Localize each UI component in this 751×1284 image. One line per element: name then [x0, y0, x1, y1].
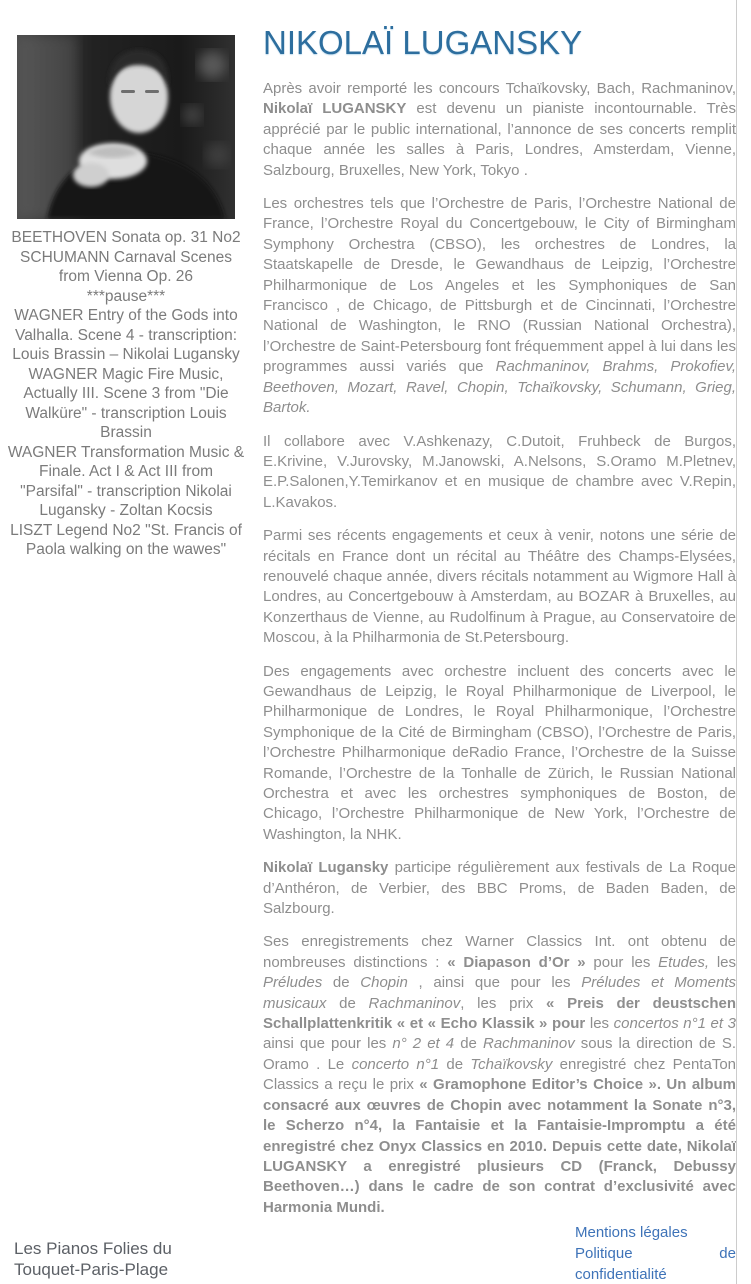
bio-paragraph: Ses enregistrements chez Warner Classics Int. ont obtenu de nombreuses distinctions : « Diapason d’Or » pour les Etudes, les Préludes de Chopin , ainsi que pour les Préludes et Moments musicaux de Rachmaninov, les prix « Preis der deustschen Schallplattenkritik « et « Echo Klassik » pour les concertos n°1 et 3 ainsi que pour les n° 2 et 4 de Rachmaninov sous la direction de S. Oramo . Le concerto n°1 de Tchaïkovsky enregistré chez PentaTon Classics a reçu le prix « Gramophone Editor’s Choice ». Un album consacré aux œuvres de Chopin avec notamment la Sonate n°3, le Scherzo n°4, la Fantaisie et la Fantaisie-Impromptu a été enregistré chez Onyx Classics en 2010. Depuis cette date, Nikolaï LUGANSKY a enregistré plusieurs CD (Franck, Debussy Beethoven…) dans le cadre de son contrat d’exclusivité avec Harmonia Mundi.: [263, 933, 737, 1216]
program-item: LISZT Legend No2 "St. Francis of Paola walking on the wawes": [10, 521, 242, 558]
privacy-policy-link[interactable]: Politique de confidentialité: [575, 1245, 736, 1283]
program-item: SCHUMANN Carnaval Scenes from Vienna Op. 26: [20, 248, 232, 285]
program-item: ***pause***: [86, 287, 166, 305]
bio-text: [263, 79, 736, 1218]
bio-paragraph: Des engagements avec orchestre incluent des concerts avec le Gewandhaus de Leipzig, le Royal Philharmonique de Liverpool, le Philharmonique de Londres, le Royal Philharmonique, l’Orchestre Symphonique de la Cité de Birmingham (CBSO), l’Orchestre de Paris, l’Orchestre Philharmonique deRadio France, l’Orchestre de la Suisse Romande, l’Orchestre de la Tonhalle de Zürich, le Russian National Orchestra et avec les orchestres symphoniques de Boston, de Chicago, l’Orchestre Philharmonique de New York, l’Orchestre de Washington, la NHK.: [263, 662, 736, 843]
bio-paragraph: Il collabore avec V.Ashkenazy, C.Dutoit, Fruhbeck de Burgos, E.Krivine, V.Jurovsky, M.Janowski, A.Nelsons, S.Oramo M.Pletnev, E.P.Salonen,Y.Temirkanov et en musique de chambre avec V.Repin, L.Kavakos.: [263, 432, 736, 511]
page-title: NIKOLAÏ LUGANSKY: [263, 24, 583, 61]
bio-paragraph: Nikolaï Lugansky participe régulièrement aux festivals de La Roque d’Anthéron, de Verbier, des BBC Proms, de Baden Baden, de Salzbourg.: [263, 859, 736, 918]
bio-paragraph: Parmi ses récents engagements et ceux à venir, notons une série de récitals en France dont un récital au Théâtre des Champs-Elysées, renouvelé chaque année, divers récitals notamment au Wigmore Hall à Londres, au Concertgebouw à Amsterdam, au BOZAR à Bruxelles, au Konzerthaus de Vienne, au Rudolfinum à Prague, au Conservatoire de Moscou, à la Philharmonia de St.Petersbourg.: [263, 527, 736, 647]
bio-paragraph: Les orchestres tels que l’Orchestre de Paris, l’Orchestre National de France, l’Orchestre Royal du Concertgebouw, le City of Birmingham Symphony Orchestra (CBSO), les orchestres de Londres, la Staatskapelle de Dresde, le Gewandhaus de Leipzig, l’Orchestre Philharmonique de Los Angeles et les Symphoniques de San Francisco , de Chicago, de Pittsburgh et de Cincinnati, l’Orchestre National de Washington, le RNO (Russian National Orchestra), l’Orchestre de Saint-Petersbourg font fréquemment appel à lui dans les programmes aussi variés que Rachmaninov, Brahms, Prokofiev, Beethoven, Mozart, Ravel, Chopin, Tchaïkovsky, Schumann, Grieg, Bartok.: [263, 195, 737, 417]
program-item: WAGNER Magic Fire Music, Actually III. Scene 3 from "Die Walküre" - transcription Louis Brassin: [23, 365, 229, 441]
site-name: Les Pianos Folies du Touquet-Paris-Plage: [14, 1239, 172, 1279]
artist-sidebar: [0, 0, 252, 560]
footer-links: [575, 1222, 736, 1284]
program-item: WAGNER Entry of the Gods into Valhalla. Scene 4 - transcription: Louis Brassin – Nikolai Lugansky: [12, 307, 240, 363]
program-item: BEETHOVEN Sonata op. 31 No2: [11, 229, 241, 246]
bio-paragraph: Après avoir remporté les concours Tchaïkovsky, Bach, Rachmaninov, Nikolaï LUGANSKY est devenu un pianiste incontournable. Très apprécié par le public international, l’annonce de ses concerts remplit chaque année les salles à Paris, Londres, Amsterdam, Vienne, Salzbourg, Bruxelles, New York, Tokyo .: [263, 80, 736, 179]
program-item: WAGNER Transformation Music & Finale. Act I & Act III from "Parsifal" - transcription Nikolai Lugansky - Zoltan Kocsis: [7, 443, 245, 519]
portrait-image: [17, 35, 235, 219]
bio-main: [263, 0, 736, 1231]
legal-notice-link[interactable]: Mentions légales: [575, 1224, 688, 1241]
concert-program: [6, 228, 246, 560]
page-right-border: [736, 0, 737, 1284]
artist-portrait-photo: [17, 35, 235, 219]
